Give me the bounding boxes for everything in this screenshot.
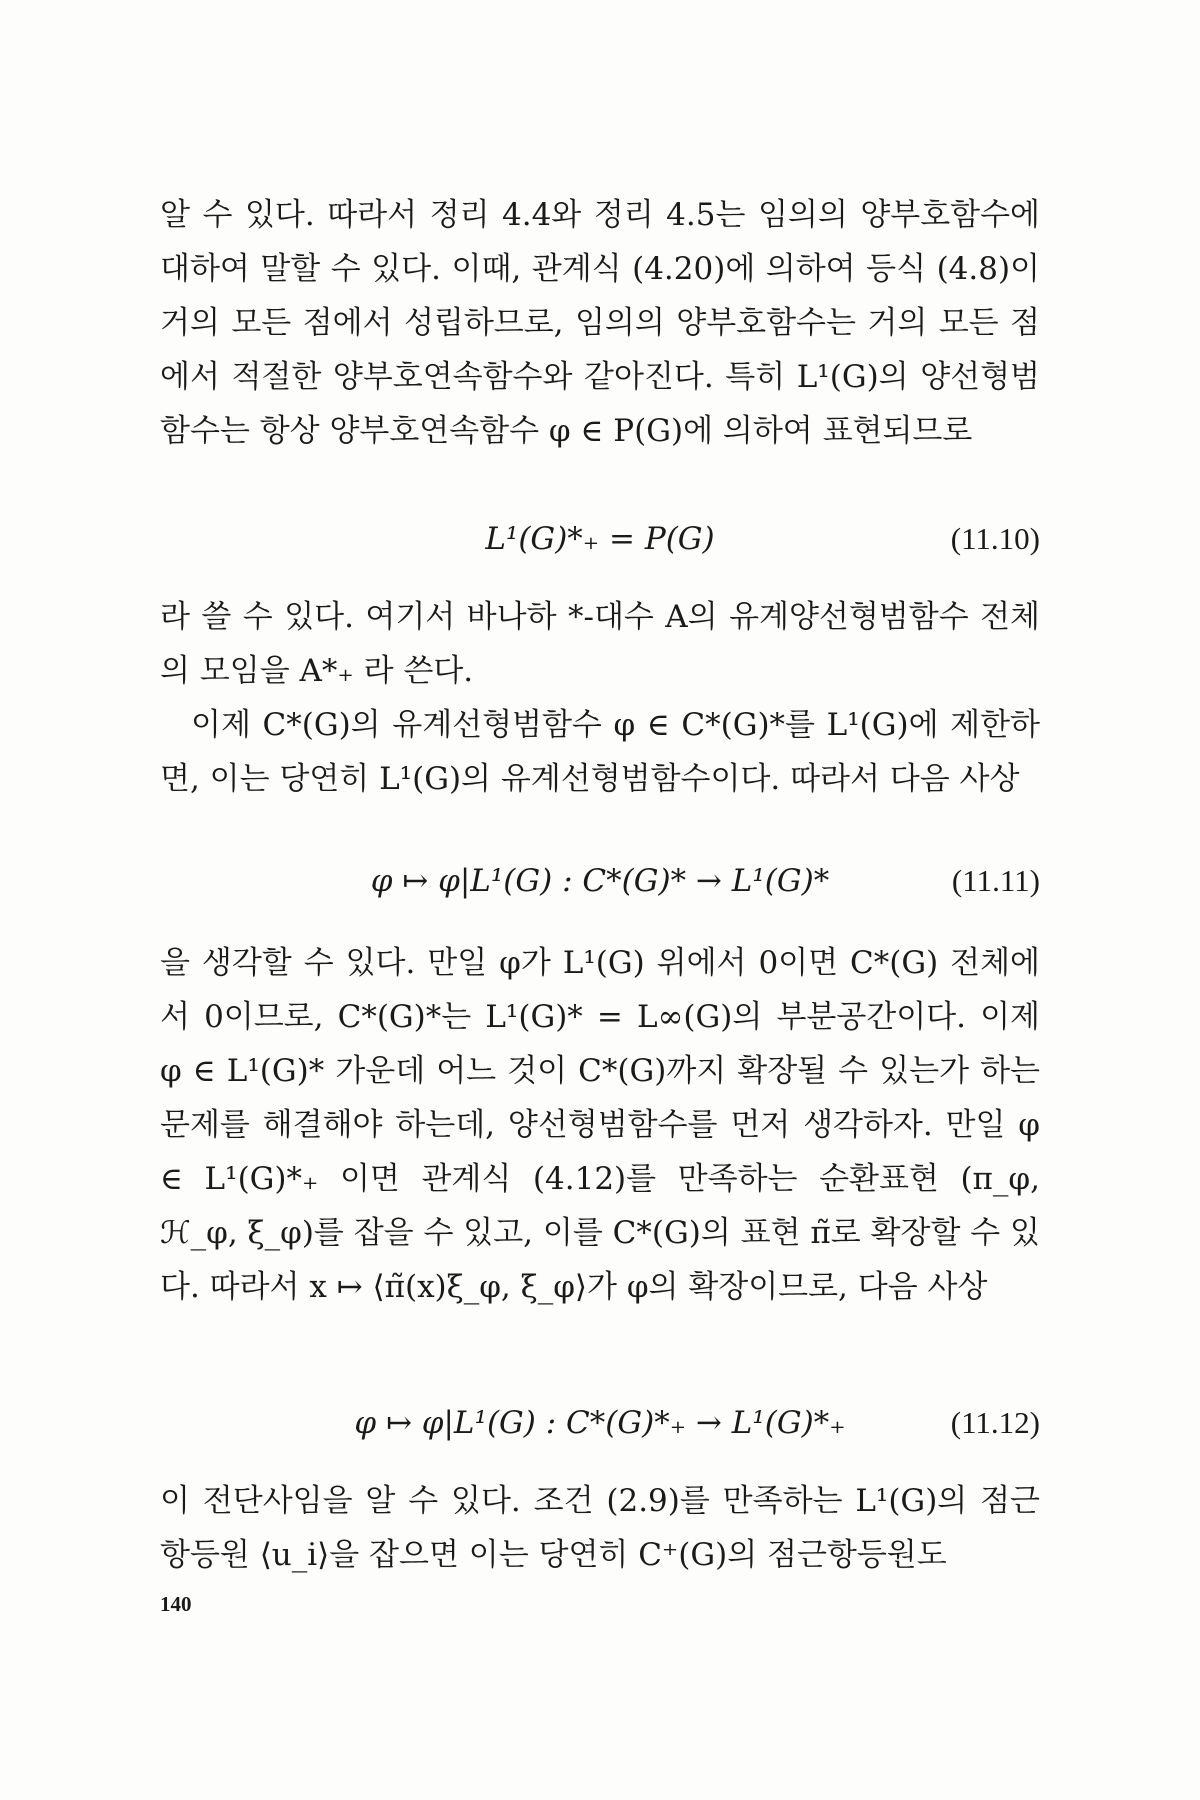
equation-11-12	[160, 1396, 1040, 1450]
equation-11-10-number: (11.10)	[950, 521, 1040, 556]
paragraph-5-block	[160, 1474, 1040, 1582]
equation-11-11-body: φ ↦ φ|L¹(G) : C*(G)* → L¹(G)*	[370, 863, 830, 899]
equation-11-12-body: φ ↦ φ|L¹(G) : C*(G)*₊ → L¹(G)*₊	[354, 1405, 846, 1441]
paragraph-2: 라 쓸 수 있다. 여기서 바나하 *-대수 A의 유계양선형범함수 전체의 모임을 A*₊ 라 쓴다.	[160, 599, 1040, 689]
equation-11-10	[160, 512, 1040, 566]
paragraph-1: 알 수 있다. 따라서 정리 4.4와 정리 4.5는 임의의 양부호함수에 대하여 말할 수 있다. 이때, 관계식 (4.20)에 의하여 등식 (4.8)이 거의 모든 점에서 성립하므로, 임의의 양부호함수는 거의 모든 점에서 적절한 양부호연속함수와 같아진다. 특히 L¹(G)의 양선형범함수는 항상 양부호연속함수 φ ∈ P(G)에 의하여 표현되므로	[160, 197, 1040, 449]
paragraph-3-block	[160, 698, 1040, 806]
paragraph-4: 을 생각할 수 있다. 만일 φ가 L¹(G) 위에서 0이면 C*(G) 전체에서 0이므로, C*(G)*는 L¹(G)* = L∞(G)의 부분공간이다. 이제 φ ∈ L¹(G)* 가운데 어느 것이 C*(G)까지 확장될 수 있는가 하는 문제를 해결해야 하는데, 양선형범함수를 먼저 생각하자. 만일 φ ∈ L¹(G)*₊ 이면 관계식 (4.12)를 만족하는 순환표현 (π_φ, ℋ_φ, ξ_φ)를 잡을 수 있고, 이를 C*(G)의 표현 π̃로 확장할 수 있다. 따라서 x ↦ ⟨π̃(x)ξ_φ, ξ_φ⟩가 φ의 확장이므로, 다음 사상	[160, 945, 1040, 1305]
equation-11-12-number: (11.12)	[950, 1405, 1040, 1440]
paragraph-1-block	[160, 188, 1040, 458]
equation-11-10-body: L¹(G)*₊ = P(G)	[485, 521, 715, 557]
equation-11-11-number: (11.11)	[951, 863, 1040, 898]
page-number: 140	[160, 1592, 192, 1616]
paragraph-2-block	[160, 590, 1040, 698]
equation-11-11	[160, 854, 1040, 908]
paragraph-4-block	[160, 936, 1040, 1314]
paragraph-3: 이제 C*(G)의 유계선형범함수 φ ∈ C*(G)*를 L¹(G)에 제한하면, 이는 당연히 L¹(G)의 유계선형범함수이다. 따라서 다음 사상	[160, 707, 1040, 797]
paragraph-5: 이 전단사임을 알 수 있다. 조건 (2.9)를 만족하는 L¹(G)의 점근항등원 ⟨u_i⟩을 잡으면 이는 당연히 C⁺(G)의 점근항등원도	[160, 1483, 1040, 1573]
